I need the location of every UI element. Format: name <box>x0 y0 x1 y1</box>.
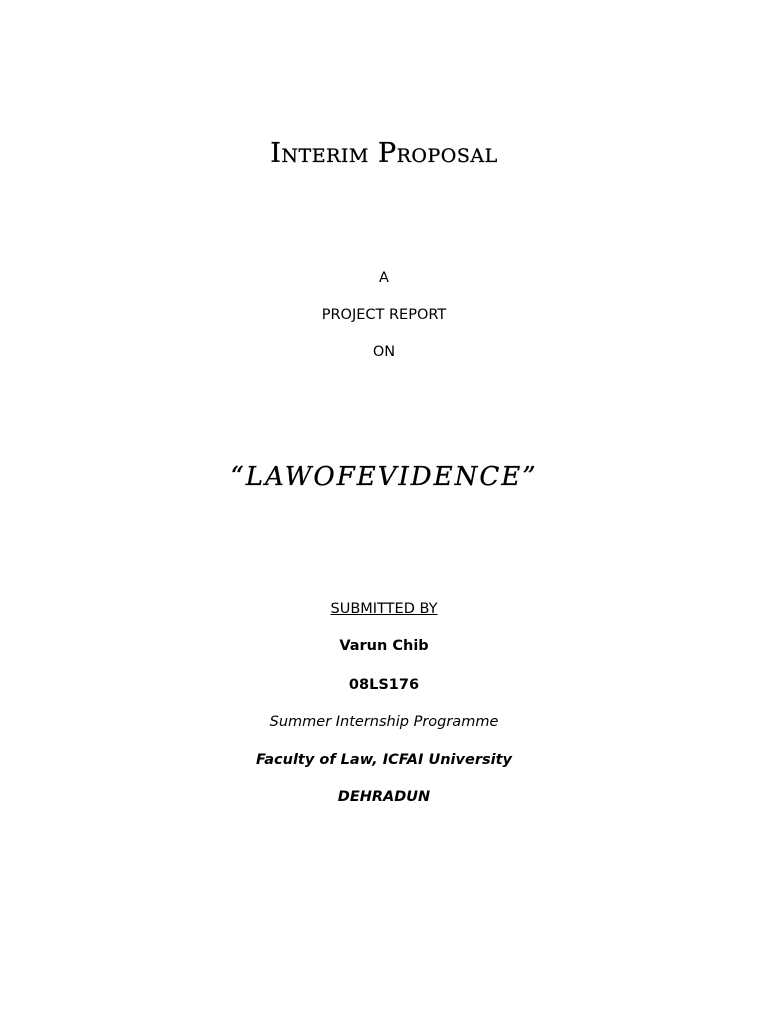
roll-number: 08LS176 <box>348 677 420 693</box>
intro-article: A <box>379 270 389 286</box>
city-name: DEHRADUN <box>337 789 431 805</box>
programme-name: Summer Internship Programme <box>269 714 499 730</box>
author-name: Varun Chib <box>339 638 429 654</box>
submitted-by-label: SUBMITTED BY <box>330 601 438 617</box>
report-subject: “LAWOFEVIDENCE” <box>230 462 538 492</box>
institution-name: Faculty of Law, ICFAI University <box>256 752 512 768</box>
document-title: Interim Proposal <box>270 138 498 169</box>
intro-preposition: ON <box>372 344 396 360</box>
intro-report-type: PROJECT REPORT <box>321 307 447 323</box>
